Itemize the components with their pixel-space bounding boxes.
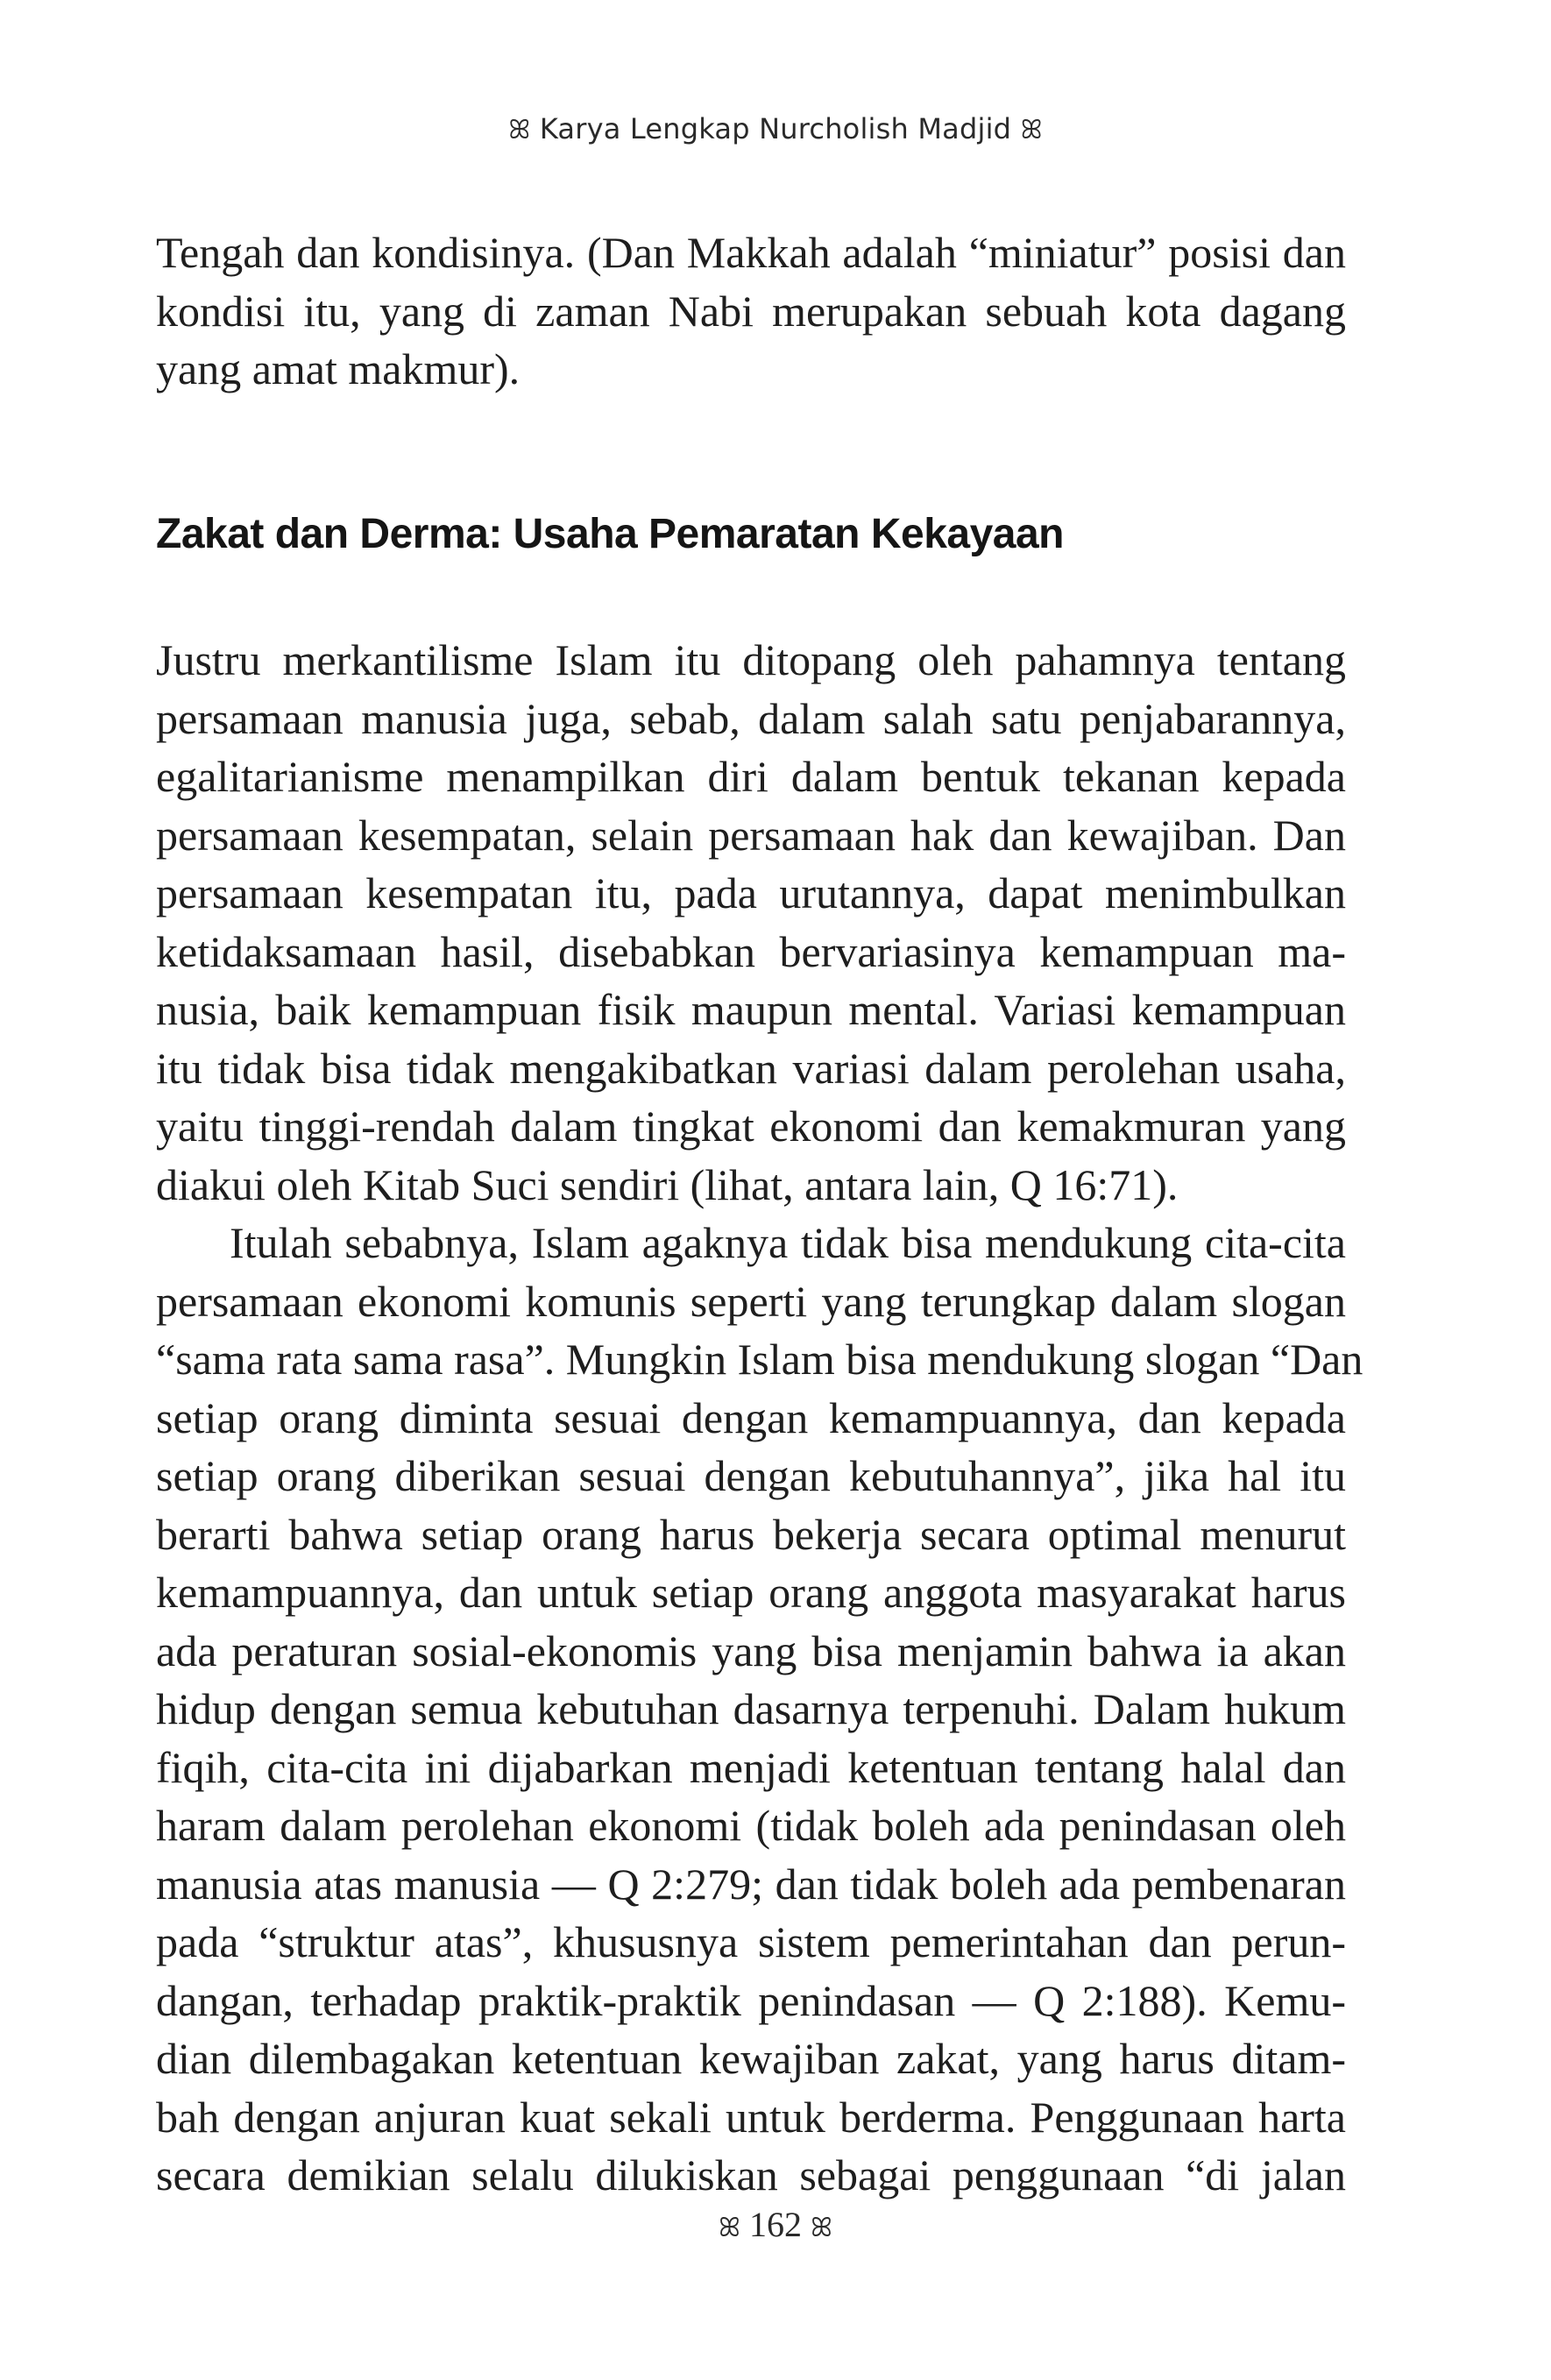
ornament-right-icon: ꕤ bbox=[811, 2213, 832, 2243]
text-line: yang amat makmur). bbox=[156, 344, 521, 393]
text-line: Justru merkantilisme Islam itu ditopang oleh pahamnya tentang bbox=[156, 635, 1346, 684]
text-line: kemampuannya, dan untuk setiap orang anggota masyarakat harus bbox=[156, 1568, 1346, 1617]
text-line: persamaan manusia juga, sebab, dalam salah satu penjabarannya, bbox=[156, 693, 1346, 743]
text-line: setiap orang diberikan sesuai dengan kebutuhannya”, jika hal itu bbox=[156, 1451, 1346, 1500]
text-line: hidup dengan semua kebutuhan dasarnya terpenuhi. Dalam hukum bbox=[156, 1684, 1346, 1733]
text-line: setiap orang diminta sesuai dengan kemampuannya, dan kepada bbox=[156, 1392, 1346, 1442]
text-line: ketidaksamaan hasil, disebabkan bervariasinya kemampuan ma- bbox=[156, 926, 1346, 976]
text-line: persamaan kesempatan, selain persamaan hak dan kewajiban. Dan bbox=[156, 810, 1346, 860]
running-header bbox=[0, 112, 1551, 145]
text-line: yaitu tinggi-rendah dalam tingkat ekonomi dan kemakmuran yang bbox=[156, 1101, 1346, 1151]
text-line: bah dengan anjuran kuat sekali untuk berderma. Penggunaan harta bbox=[156, 2092, 1346, 2142]
text-line: kondisi itu, yang di zaman Nabi merupakan sebuah kota dagang bbox=[156, 286, 1346, 336]
text-line: ada peraturan sosial-ekonomis yang bisa menjamin bahwa ia akan bbox=[156, 1626, 1346, 1675]
intro-paragraph bbox=[156, 223, 1346, 399]
body-text bbox=[156, 631, 1363, 2205]
page-number: 162 bbox=[749, 2205, 802, 2244]
ornament-left-icon: ꕤ bbox=[508, 115, 531, 145]
book-title: Karya Lengkap Nurcholish Madjid bbox=[539, 112, 1012, 145]
text-line: nusia, baik kemampuan fisik maupun mental. Variasi kemampuan bbox=[156, 985, 1346, 1034]
text-line: persamaan ekonomi komunis seperti yang terungkap dalam slogan bbox=[156, 1276, 1346, 1326]
text-line: berarti bahwa setiap orang harus bekerja secara optimal menurut bbox=[156, 1509, 1346, 1559]
text-line: dian dilembagakan ketentuan kewajiban zakat, yang harus ditam- bbox=[156, 2034, 1346, 2083]
ornament-right-icon: ꕤ bbox=[1020, 115, 1043, 145]
text-line: Tengah dan kondisinya. (Dan Makkah adalah “miniatur” posisi dan bbox=[156, 228, 1346, 277]
text-line: manusia atas manusia — Q 2:279; dan tidak boleh ada pembenaran bbox=[156, 1859, 1346, 1909]
text-line: Itulah sebabnya, Islam agaknya tidak bisa mendukung cita-cita bbox=[230, 1218, 1346, 1267]
page-footer bbox=[0, 2204, 1551, 2245]
text-line: egalitarianisme menampilkan diri dalam bentuk tekanan kepada bbox=[156, 752, 1346, 801]
section-heading: Zakat dan Derma: Usaha Pemaratan Kekayaan bbox=[156, 511, 1064, 557]
text-line: haram dalam perolehan ekonomi (tidak boleh ada penindasan oleh bbox=[156, 1801, 1346, 1850]
text-line: “sama rata sama rasa”. Mungkin Islam bisa mendukung slogan “Dan bbox=[156, 1335, 1363, 1384]
text-line: diakui oleh Kitab Suci sendiri (lihat, antara lain, Q 16:71). bbox=[156, 1159, 1179, 1209]
text-line: dangan, terhadap praktik-praktik penindasan — Q 2:188). Kemu- bbox=[156, 1975, 1346, 2025]
ornament-left-icon: ꕤ bbox=[719, 2213, 740, 2243]
text-line: secara demikian selalu dilukiskan sebagai penggunaan “di jalan bbox=[156, 2150, 1346, 2199]
text-line: itu tidak bisa tidak mengakibatkan variasi dalam perolehan usaha, bbox=[156, 1043, 1346, 1093]
text-line: fiqih, cita-cita ini dijabarkan menjadi ketentuan tentang halal dan bbox=[156, 1742, 1346, 1792]
text-line: persamaan kesempatan itu, pada urutannya, dapat menimbulkan bbox=[156, 868, 1346, 917]
text-line: pada “struktur atas”, khususnya sistem pemerintahan dan perun- bbox=[156, 1917, 1346, 1966]
